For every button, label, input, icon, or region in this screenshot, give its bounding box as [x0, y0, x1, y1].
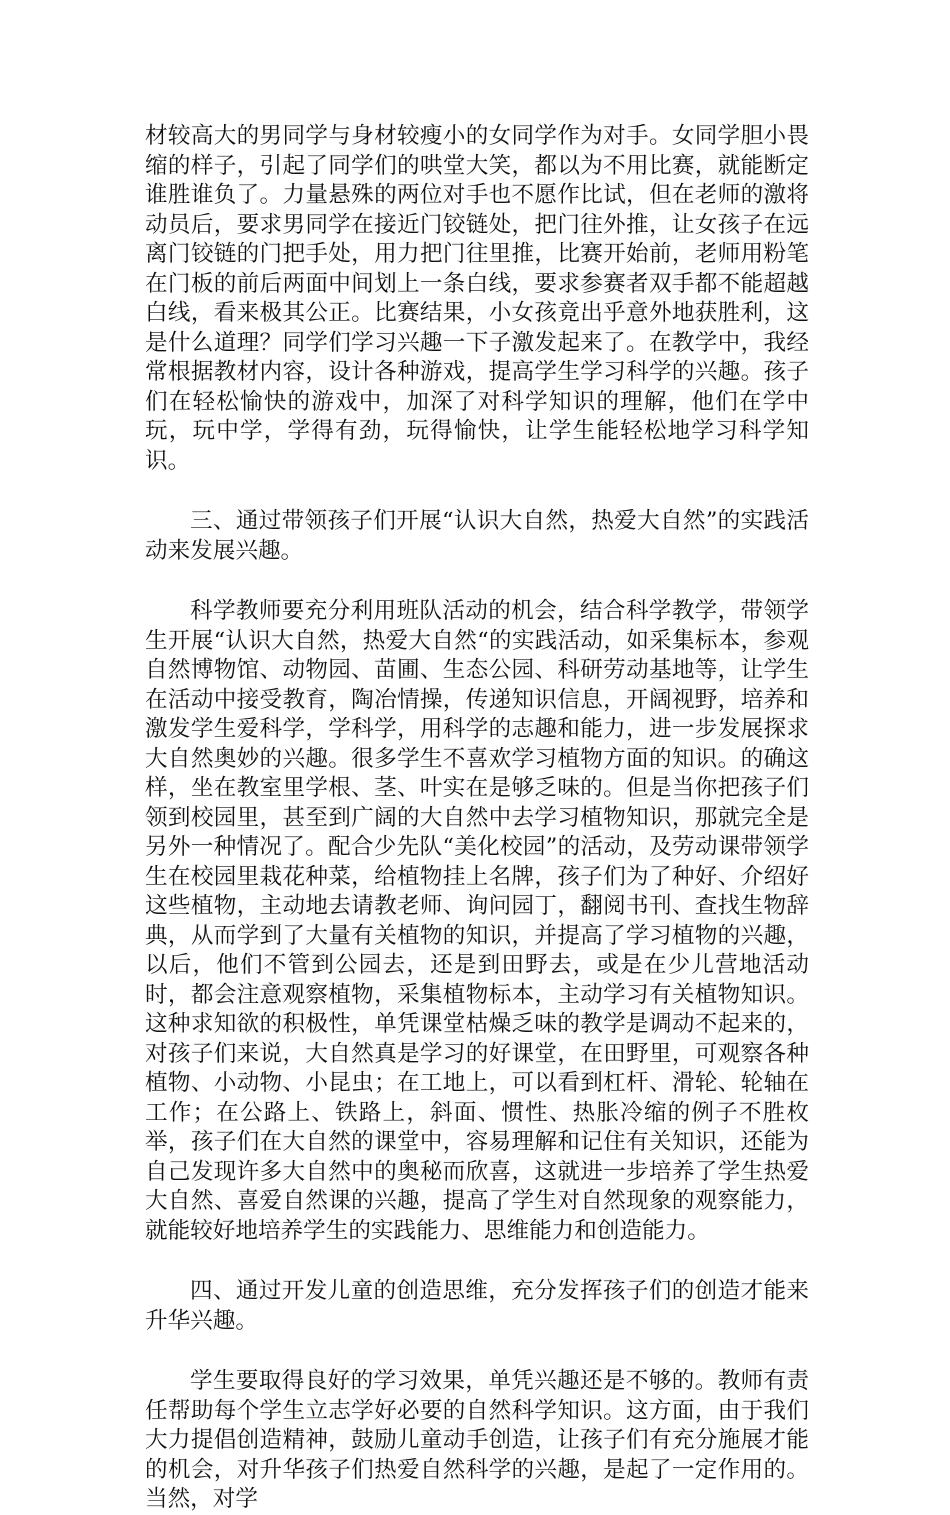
paragraph-continued-game-example: 材较高大的男同学与身材较瘦小的女同学作为对手。女同学胆小畏缩的样子，引起了同学们的哄堂大笑，都以为不用比赛，就能断定谁胜谁负了。力量悬殊的两位对手也不愿作比试，但在老师的激将动员后，要求男同学在接近门铰链处，把门往外推，让女孩子在远离门铰链的门把手处，用力把门往里推，比赛开始前，老师用粉笔在门板的前后两面中间划上一条白线，要求参赛者双手都不能超越白线，看来极其公正。比赛结果，小女孩竟出乎意外地获胜利，这是什么道理？同学们学习兴趣一下子激发起来了。在教学中，我经常根据教材内容，设计各种游戏，提高学生学习科学的兴趣。孩子们在轻松愉快的游戏中，加深了对科学知识的理解，他们在学中玩，玩中学，学得有劲，玩得愉快，让学生能轻松地学习科学知识。 [145, 123, 809, 474]
paragraph-creative-thinking: 学生要取得良好的学习效果，单凭兴趣还是不够的。教师有责任帮助每个学生立志学好必要的自然科学知识。这方面，由于我们大力提倡创造精神，鼓励儿童动手创造，让孩子们有充分施展才能的机会，对升华孩子们热爱自然科学的兴趣，是起了一定作用的。当然，对学 [145, 1368, 809, 1512]
paragraph-nature-practice: 科学教师要充分利用班队活动的机会，结合科学教学，带领学生开展“认识大自然，热爱大自然“的实践活动，如采集标本，参观自然博物馆、动物园、苗圃、生态公园、科研劳动基地等，让学生在活动中接受教育，陶冶情操，传递知识信息，开阔视野，培养和激发学生爱科学，学科学，用科学的志趣和能力，进一步发展探求大自然奥妙的兴趣。很多学生不喜欢学习植物方面的知识。的确这样，坐在教室里学根、茎、叶实在是够乏味的。但是当你把孩子们领到校园里，甚至到广阔的大自然中去学习植物知识，那就完全是另外一种情况了。配合少先队“美化校园”的活动，及劳动课带领学生在校园里栽花种菜，给植物挂上名牌，孩子们为了种好、介绍好这些植物，主动地去请教老师、询问园丁，翻阅书刊、查找生物辞典，从而学到了大量有关植物的知识，并提高了学习植物的兴趣，以后，他们不管到公园去，还是到田野去，或是在少儿营地活动时，都会注意观察植物，采集植物标本，主动学习有关植物知识。这种求知欲的积极性，单凭课堂枯燥乏味的教学是调动不起来的，对孩子们来说，大自然真是学习的好课堂，在田野里，可观察各种植物、小动物、小昆虫；在工地上，可以看到杠杆、滑轮、轮轴在工作；在公路上、铁路上，斜面、惯性、热胀冷缩的例子不胜枚举，孩子们在大自然的课堂中，容易理解和记住有关知识，还能为自己发现许多大自然中的奥秘而欣喜，这就进一步培养了学生热爱大自然、喜爱自然课的兴趣，提高了学生对自然现象的观察能力，就能较好地培养学生的实践能力、思维能力和创造能力。 [145, 598, 809, 1244]
section-heading-three: 三、通过带领孩子们开展“认识大自然，热爱大自然”的实践活动来发展兴趣。 [145, 508, 809, 564]
section-heading-four: 四、通过开发儿童的创造思维，充分发挥孩子们的创造才能来升华兴趣。 [145, 1278, 809, 1334]
document-body [145, 122, 809, 1515]
